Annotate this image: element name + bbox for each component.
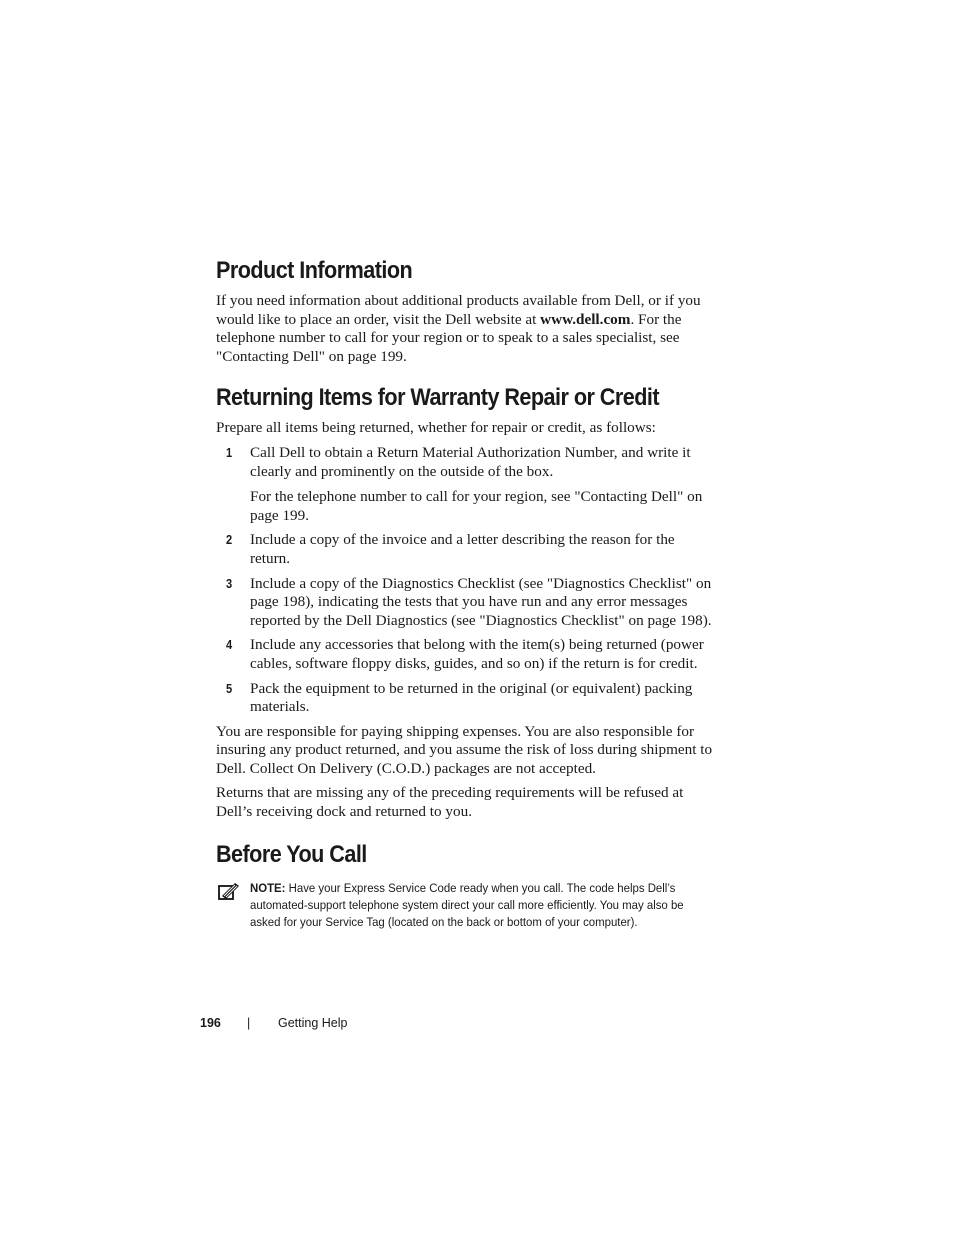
product-information-paragraph xyxy=(216,292,716,366)
list-item xyxy=(216,680,716,717)
list-item xyxy=(216,636,716,673)
step-number: 2 xyxy=(226,532,233,548)
step-text: Call Dell to obtain a Return Material Authorization Number, and write it clearly and prominently on the outside of the box. xyxy=(250,443,691,480)
note-pencil-icon xyxy=(218,882,240,900)
step-text: Include a copy of the invoice and a letter describing the reason for the return. xyxy=(250,531,675,567)
returning-intro: Prepare all items being returned, whether for repair or credit, as follows: xyxy=(216,419,656,437)
page-content xyxy=(216,256,716,931)
list-item xyxy=(216,444,716,525)
shipping-paragraph: You are responsible for paying shipping expenses. You are also responsible for insuring any product returned, and you assume the risk of loss during shipment to Dell. Collect On Delivery (C.O.D.) packages are not accepted. xyxy=(216,722,713,777)
list-item xyxy=(216,575,716,631)
step-number: 4 xyxy=(226,637,233,653)
text-span: . For the telephone number to call for your region or to speak to a sales specialist, see "Contacting Dell" on page 199. xyxy=(216,310,682,365)
step-text: Include a copy of the Diagnostics Checklist (see "Diagnostics Checklist" on page 198), indicating the tests that you have run and any error messages reported by the Dell Diagnostics (see "Diagnostics Checklist" on page 198). xyxy=(250,574,712,629)
note-text: Have your Express Service Code ready when you call. The code helps Dell’s automated-support telephone system direct your call more efficiently. You may also be asked for your Service Tag (located on the back or bottom of your computer). xyxy=(250,880,684,929)
steps-list xyxy=(216,444,716,717)
heading-product-information: Product Information xyxy=(216,257,413,284)
note-box xyxy=(216,880,716,931)
refusal-paragraph: Returns that are missing any of the preceding requirements will be refused at Dell’s receiving dock and returned to you. xyxy=(216,784,684,821)
list-item xyxy=(216,531,716,568)
step-subtext: For the telephone number to call for your region, see "Contacting Dell" on page 199. xyxy=(250,488,703,524)
text-span: If you need information about additional products available from Dell, or if you would like to place an order, visit the Dell website at xyxy=(216,292,701,328)
heading-returning-items: Returning Items for Warranty Repair or Credit xyxy=(216,384,659,412)
step-number: 1 xyxy=(226,444,233,460)
step-number: 5 xyxy=(226,680,233,696)
page-number: 196 xyxy=(200,1016,221,1030)
footer-separator: | xyxy=(247,1016,251,1030)
step-text: Include any accessories that belong with the item(s) being returned (power cables, software floppy disks, guides, and so on) if the return is for credit. xyxy=(250,636,704,672)
note-label: NOTE: xyxy=(250,880,286,895)
chapter-title: Getting Help xyxy=(278,1016,348,1030)
dell-website-link[interactable]: www.dell.com xyxy=(540,310,631,328)
heading-before-you-call: Before You Call xyxy=(216,840,367,868)
step-text: Pack the equipment to be returned in the original (or equivalent) packing materials. xyxy=(250,679,693,716)
step-number: 3 xyxy=(226,575,233,591)
